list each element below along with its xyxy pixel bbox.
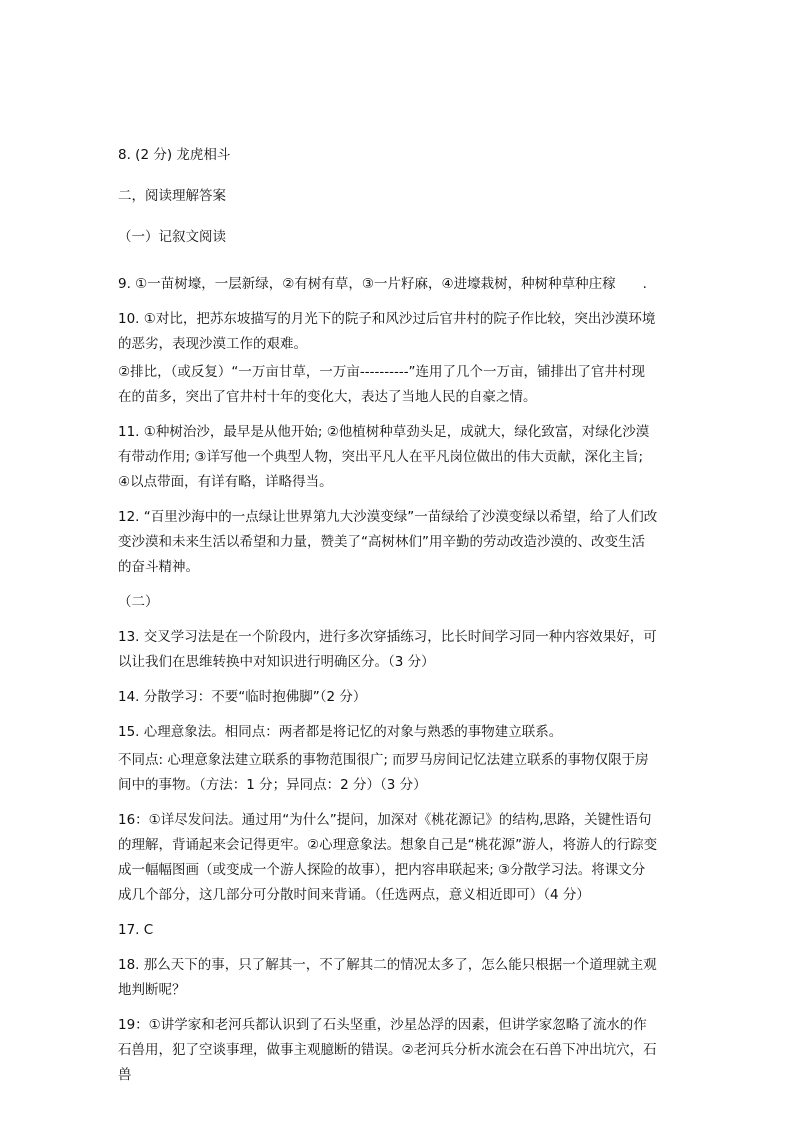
- answer-q12: 12. “百里沙海中的一点绿让世界第九大沙漠变绿”一苗绿给了沙漠变绿以希望，给了人们改变沙漠和未来生活以希望和力量，赞美了“高树林们”用辛勤的劳动改造沙漠的、改变生活的奋斗精神。: [118, 509, 658, 575]
- section-heading-reading: 二，阅读理解答案: [118, 188, 226, 204]
- answer-q14: 14. 分散学习：不要“临时抱佛脚”（2 分）: [118, 689, 367, 705]
- answer-q11: 11. ①种树治沙，最早是从他开始; ②他植树种草劲头足，成就大，绿化致富，对绿化沙漠有带动作用; ③详写他一个典型人物，突出平凡人在平凡岗位做出的伟大贡献，深化主旨; ④以点带面，有详有略，详略得当。: [118, 424, 650, 490]
- subsection-narrative: （一）记叙文阅读: [118, 229, 226, 245]
- answer-q15-part2: 不同点: 心理意象法建立联系的事物范围很广; 而罗马房间记忆法建立联系的事物仅限于房间中的事物。（方法：1 分；异同点：2 分）（3 分）: [118, 752, 649, 793]
- answer-q13: 13. 交叉学习法是在一个阶段内，进行多次穿插练习，比长时间学习同一种内容效果好，可以让我们在思维转换中对知识进行明确区分。（3 分）: [118, 629, 657, 670]
- answer-q18: 18. 那么天下的事，只了解其一，不了解其二的情况太多了，怎么能只根据一个道理就主观地判断呢？: [118, 957, 657, 998]
- answer-q10-part2: ②排比，（或反复）“一万亩甘草，一万亩----------”连用了几个一万亩，铺排出了官井村现在的苗多，突出了官井村十年的变化大，表达了当地人民的自豪之情。: [118, 364, 646, 405]
- subsection-two: （二）: [118, 594, 159, 610]
- answer-q16: 16：①详尽发问法。通过用“为什么”提问，加深对《桃花源记》的结构,思路，关键性语句的理解，背诵起来会记得更牢。②心理意象法。想象自己是“桃花源”游人，将游人的行踪变成一幅幅图画（或变成一个游人探险的故事），把内容串联起来; ③分散学习法。将课文分成几个部分，这几部分可分散时间来背诵。（任选两点，意义相近即可）（4 分）: [118, 812, 658, 903]
- answer-q17: 17. C: [118, 922, 154, 938]
- answer-content: [118, 143, 658, 1098]
- answer-q15-part1: 15. 心理意象法。相同点：两者都是将记忆的对象与熟悉的事物建立联系。: [118, 724, 563, 740]
- answer-q19: 19：①讲学家和老河兵都认识到了石头坚重，沙星怂浮的因素，但讲学家忽略了流水的作石兽用，犯了空谈事理，做事主观臆断的错误。②老河兵分析水流会在石兽下冲出坑穴，石兽: [118, 1017, 657, 1083]
- answer-q10-part1: 10. ①对比，把苏东坡描写的月光下的院子和风沙过后官井村的院子作比较，突出沙漠环境的恶劣，表现沙漠工作的艰难。: [118, 311, 656, 352]
- answer-q8: 8. (2 分) 龙虎相斗: [118, 147, 231, 163]
- answer-q9: 9. ①一苗树壕，一层新绿，②有树有草，③一片籽麻，④进壕栽树，种树种草种庄稼 .: [118, 276, 647, 292]
